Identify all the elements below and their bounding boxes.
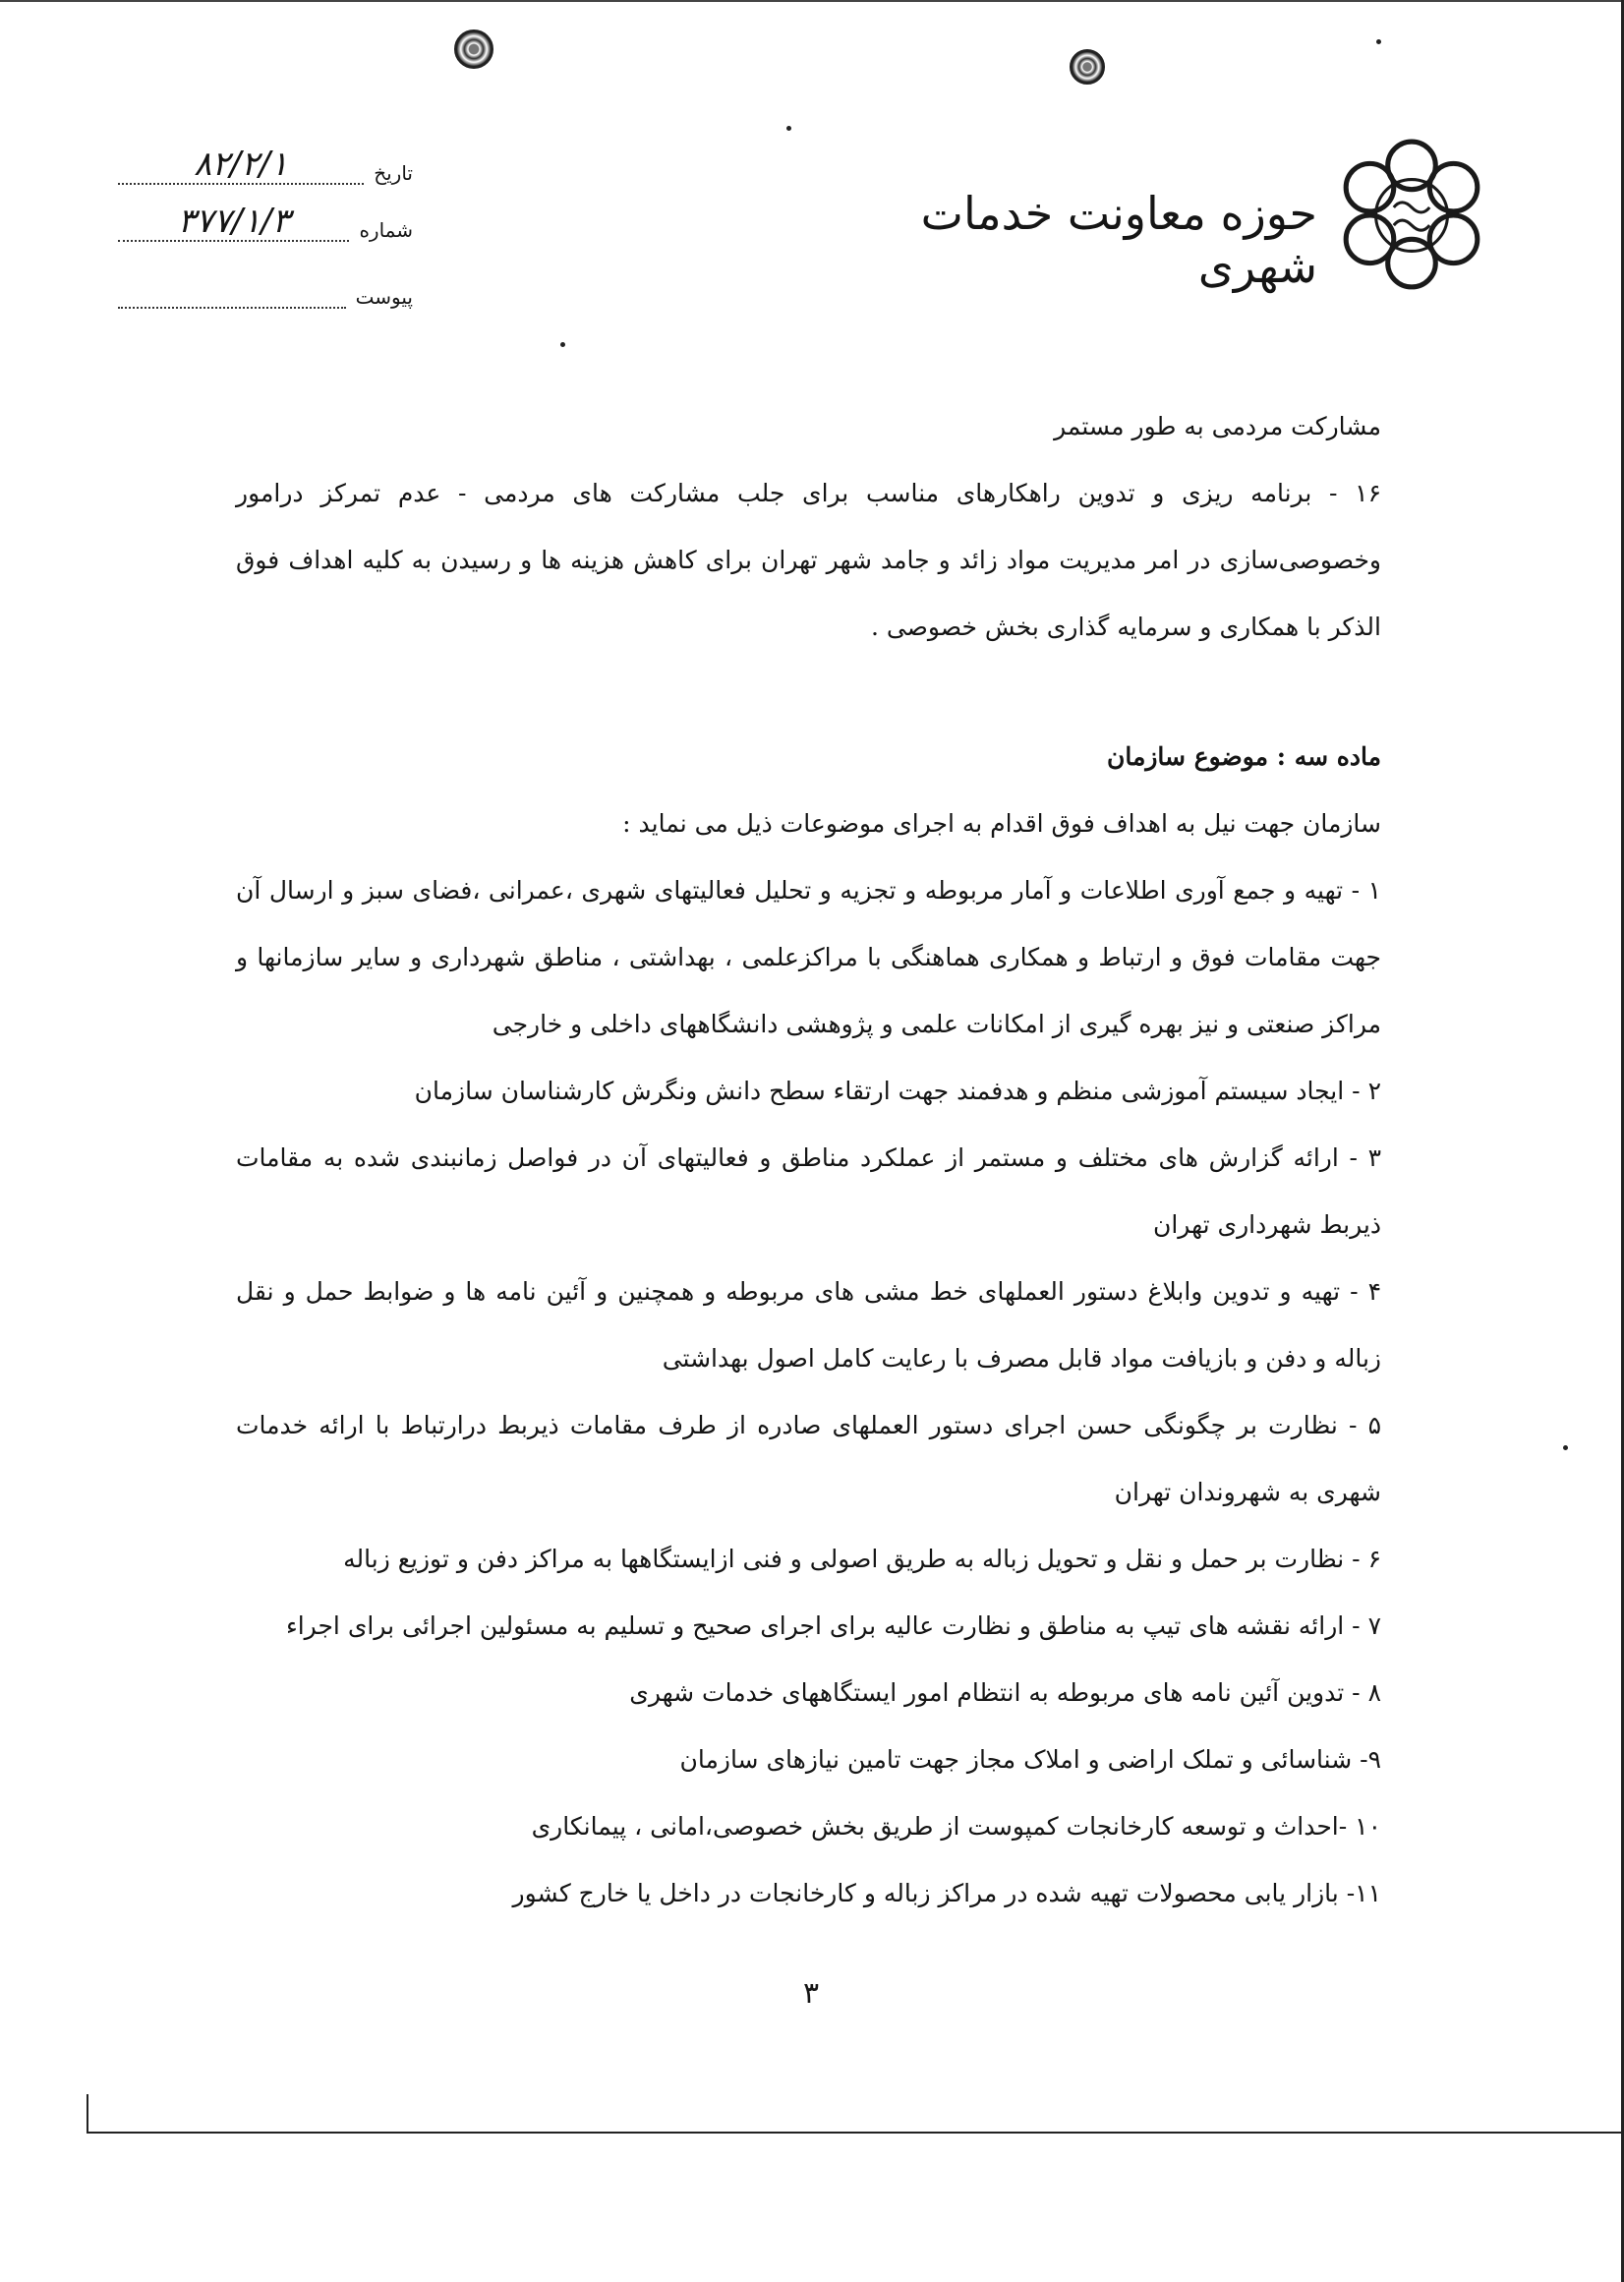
flower-logo-icon: [1332, 136, 1491, 295]
document-body: [236, 393, 1381, 1927]
item-16: ۱۶ - برنامه ریزی و تدوین راهکارهای مناسب برای جلب مشارکت های مردمی - عدم تمرکز درامور وخصوصی‌سازی در امر مدیریت مواد زائد و جامد شهر تهران برای کاهش هزینه ها و رسیدن به کلیه اهداف فوق الذکر با همکاری و سرمایه گذاری بخش خصوصی .: [236, 479, 1381, 641]
organization-title: حوزه معاونت خدمات شهری: [920, 187, 1317, 293]
scan-border-tick: [87, 2094, 88, 2134]
scan-speck: [786, 126, 791, 131]
attachment-label: پیوست: [355, 285, 413, 309]
scan-edge-top: [0, 0, 1624, 2]
page-number: ۳: [802, 1976, 820, 2011]
stamp-seal-icon: [454, 29, 493, 69]
number-value: ۳۷۷/۱/۳: [118, 205, 349, 242]
stamp-seal-icon: [1070, 49, 1105, 85]
intro-line: مشارکت مردمی به طور مستمر: [1054, 412, 1381, 440]
attachment-field: [118, 285, 413, 309]
attachment-value: [118, 295, 346, 309]
tehran-municipality-logo: [1332, 136, 1491, 295]
list-item: ۶ - نظارت بر حمل و نقل و تحویل زباله به طریق اصولی و فنی ازایستگاهها به مراکز دفن و توزیع زباله: [343, 1545, 1381, 1573]
scan-speck: [560, 342, 565, 347]
list-item: ۸ - تدوین آئین نامه های مربوطه به انتظام امور ایستگاههای خدمات شهری: [629, 1678, 1381, 1707]
list-item: ۳ - ارائه گزارش های مختلف و مستمر از عملکرد مناطق و فعالیتهای آن در فواصل زمانبندی شده به مقامات ذیربط شهرداری تهران: [236, 1143, 1381, 1239]
spacer: [236, 661, 1381, 710]
list-item: ۹- شناسائی و تملک اراضی و املاک مجاز جهت تامین نیازهای سازمان: [679, 1745, 1381, 1774]
section-intro: سازمان جهت نیل به اهداف فوق اقدام به اجرای موضوعات ذیل می نماید :: [622, 809, 1381, 838]
list-item: ۱ - تهیه و جمع آوری اطلاعات و آمار مربوطه و تجزیه و تحلیل فعالیتهای شهری ،عمرانی ،فضای سبز و ارسال آن جهت مقامات فوق و ارتباط و همکاری هماهنگی با مراکزعلمی ، بهداشتی ، مناطق شهرداری و سایر سازمانها و مراکز صنعتی و نیز بهره گیری از امکانات علمی و پژوهشی دانشگاههای داخلی و خارجی: [236, 876, 1381, 1038]
date-label: تاریخ: [374, 161, 413, 185]
list-item: ۱۱- بازار یابی محصولات تهیه شده در مراکز زباله و کارخانجات در داخل یا خارج کشور: [512, 1879, 1381, 1907]
scan-border-line: [87, 2132, 1624, 2134]
list-item: ۲ - ایجاد سیستم آموزشی منظم و هدفمند جهت ارتقاء سطح دانش ونگرش کارشناسان سازمان: [414, 1077, 1381, 1105]
date-value: ۸۲/۲/۱: [118, 147, 364, 185]
list-item: ۴ - تهیه و تدوین وابلاغ دستور العملهای خط مشی های مربوطه و همچنین و آئین نامه ها و ضوابط حمل و نقل زباله و دفن و بازیافت مواد قابل مصرف با رعایت کامل اصول بهداشتی: [236, 1277, 1381, 1373]
list-item: ۷ - ارائه نقشه های تیپ به مناطق و نظارت عالیه برای اجرای صحیح و تسلیم به مسئولین اجرائی برای اجراء: [285, 1611, 1381, 1640]
section-heading: ماده سه : موضوع سازمان: [1106, 742, 1381, 771]
scan-speck: [1563, 1445, 1568, 1450]
number-label: شماره: [359, 218, 413, 242]
scan-speck: [1376, 39, 1381, 44]
number-field: [118, 202, 413, 242]
list-item: ۱۰ -احداث و توسعه کارخانجات کمپوست از طریق بخش خصوصی،امانی ، پیمانکاری: [531, 1812, 1381, 1841]
date-field: [118, 147, 413, 185]
list-item: ۵ - نظارت بر چگونگی حسن اجرای دستور العملهای صادره از طرف مقامات ذیربط درارتباط با ارائه خدمات شهری به شهروندان تهران: [236, 1411, 1381, 1506]
